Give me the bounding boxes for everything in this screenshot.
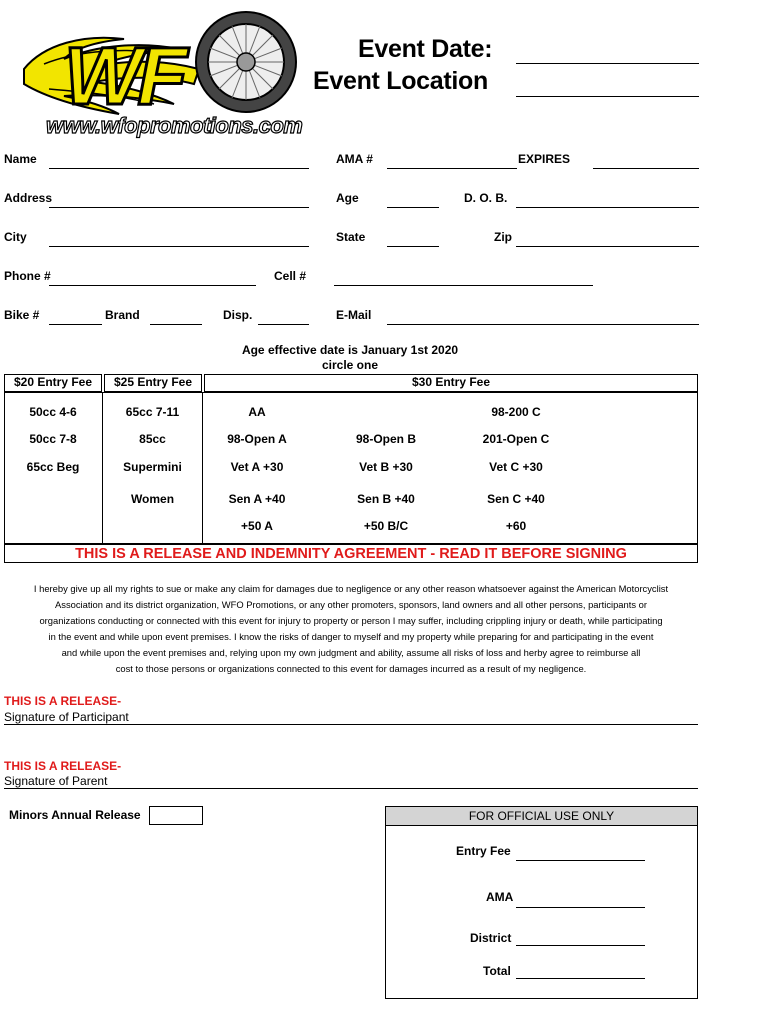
fee-class-98-open-a[interactable]: 98-Open A <box>227 432 287 446</box>
dob-line[interactable] <box>516 207 699 208</box>
logo-letters: WF <box>64 31 184 122</box>
official-entry-fee-label: Entry Fee <box>456 844 511 858</box>
phone-line[interactable] <box>49 285 256 286</box>
fee-class-201-open-c[interactable]: 201-Open C <box>482 432 550 446</box>
release-line-3: organizations conducting or connected with this event for injury to property or person I may suffer, including crippling injury or death, while participating <box>39 615 663 626</box>
event-location-label: Event Location <box>313 67 488 95</box>
age-note-line2: circle one <box>321 358 379 372</box>
release-banner <box>4 544 698 563</box>
official-district-line[interactable] <box>516 945 645 946</box>
fee-class-98-open-b[interactable]: 98-Open B <box>355 432 416 446</box>
dob-label: D. O. B. <box>464 191 508 205</box>
official-ama-line[interactable] <box>516 907 645 908</box>
age-label: Age <box>336 191 359 205</box>
fee-class-supermini[interactable]: Supermini <box>123 460 182 474</box>
fee-class-sen-a[interactable]: Sen A +40 <box>228 492 286 506</box>
fee-class-aa[interactable]: AA <box>248 405 266 419</box>
fee-class-60[interactable]: +60 <box>505 519 527 533</box>
address-line[interactable] <box>49 207 309 208</box>
email-label: E-Mail <box>336 308 372 322</box>
brand-line[interactable] <box>150 324 202 325</box>
release-line-5: and while upon the event premises and, relying upon my own judgment and ability, assume all risks of loss and herby agree to reimburse all <box>61 647 641 658</box>
release-text <box>0 581 702 677</box>
brand-label: Brand <box>105 308 140 322</box>
state-line[interactable] <box>387 246 439 247</box>
state-label: State <box>336 230 366 244</box>
disp-label: Disp. <box>223 308 253 322</box>
official-entry-fee-line[interactable] <box>516 860 645 861</box>
phone-label: Phone # <box>4 269 51 283</box>
official-use-header <box>386 807 697 826</box>
age-note-line1: Age effective date is January 1st 2020 <box>241 343 459 357</box>
age-line[interactable] <box>387 207 439 208</box>
fee-class-98-200-c[interactable]: 98-200 C <box>491 405 541 419</box>
ama-label: AMA # <box>336 152 373 166</box>
participant-signature-line[interactable] <box>4 724 698 725</box>
fee-class-vet-a[interactable]: Vet A +30 <box>230 460 284 474</box>
bike-line[interactable] <box>49 324 102 325</box>
zip-line[interactable] <box>516 246 699 247</box>
fee-class-50-a[interactable]: +50 A <box>241 519 273 533</box>
official-ama-label: AMA <box>486 890 514 904</box>
name-label: Name <box>4 152 37 166</box>
release-title: THIS IS A RELEASE AND INDEMNITY AGREEMENT - READ IT BEFORE SIGNING <box>75 546 627 562</box>
zip-label: Zip <box>494 230 512 244</box>
participant-warning: THIS IS A RELEASE- <box>4 694 122 708</box>
disp-line[interactable] <box>258 324 309 325</box>
fee-header-30: $30 Entry Fee <box>204 374 698 392</box>
official-district-label: District <box>470 931 512 945</box>
fee-class-sen-c[interactable]: Sen C +40 <box>487 492 545 506</box>
wfo-logo <box>4 4 304 139</box>
city-line[interactable] <box>49 246 309 247</box>
fee-class-vet-b[interactable]: Vet B +30 <box>359 460 413 474</box>
official-total-line[interactable] <box>516 978 645 979</box>
fee-class-50cc-4-6[interactable]: 50cc 4-6 <box>29 405 77 419</box>
event-location-line[interactable] <box>516 96 699 97</box>
address-label: Address <box>4 191 53 205</box>
fee-class-sen-b[interactable]: Sen B +40 <box>357 492 415 506</box>
official-use-title: FOR OFFICIAL USE ONLY <box>468 809 615 823</box>
fee-header-25: $25 Entry Fee <box>104 374 202 392</box>
release-line-1: I hereby give up all my rights to sue or make any claim for damages due to negligence or any other reason whatsoever against the American Motorcyclist <box>33 583 669 594</box>
release-line-2: Association and its district organization, WFO Promotions, or any other promoters, sponsors, land owners and all other persons, participants or <box>55 599 647 610</box>
parent-warning: THIS IS A RELEASE- <box>4 759 122 773</box>
fee-class-65cc-7-11[interactable]: 65cc 7-11 <box>125 405 180 419</box>
minors-release-box[interactable] <box>149 806 203 825</box>
fee-header-20: $20 Entry Fee <box>4 374 102 392</box>
official-total-label: Total <box>483 964 511 978</box>
cell-label: Cell # <box>274 269 307 283</box>
fee-class-65cc-beg[interactable]: 65cc Beg <box>26 460 80 474</box>
ama-line[interactable] <box>387 168 517 169</box>
event-date-label: Event Date: <box>358 35 493 63</box>
release-line-4: in the event and while upon event premises. I know the risks of danger to myself and my property while preparing for and participating in the event <box>48 631 654 642</box>
minors-release-label: Minors Annual Release <box>9 808 141 822</box>
parent-signature-label: Signature of Parent <box>4 774 108 788</box>
parent-signature-line[interactable] <box>4 788 698 789</box>
name-line[interactable] <box>49 168 309 169</box>
cell-line[interactable] <box>334 285 593 286</box>
city-label: City <box>4 230 27 244</box>
fee-class-vet-c[interactable]: Vet C +30 <box>489 460 543 474</box>
event-date-line[interactable] <box>516 63 699 64</box>
logo-url: www.wfopromotions.com <box>46 113 303 138</box>
bike-label: Bike # <box>4 308 40 322</box>
fee-class-50cc-7-8[interactable]: 50cc 7-8 <box>29 432 77 446</box>
email-line[interactable] <box>387 324 699 325</box>
expires-label: EXPIRES <box>518 152 571 166</box>
expires-line[interactable] <box>593 168 699 169</box>
release-line-6: cost to those persons or organizations connected to this event for damages incurred as a result of my negligence. <box>115 663 587 674</box>
participant-signature-label: Signature of Participant <box>4 710 129 724</box>
fee-class-50-bc[interactable]: +50 B/C <box>363 519 409 533</box>
fee-table-divider-2 <box>202 392 203 544</box>
fee-class-women[interactable]: Women <box>130 492 175 506</box>
official-use-box <box>385 806 698 999</box>
wfo-logo-graphic <box>4 4 304 139</box>
fee-class-85cc[interactable]: 85cc <box>139 432 166 446</box>
